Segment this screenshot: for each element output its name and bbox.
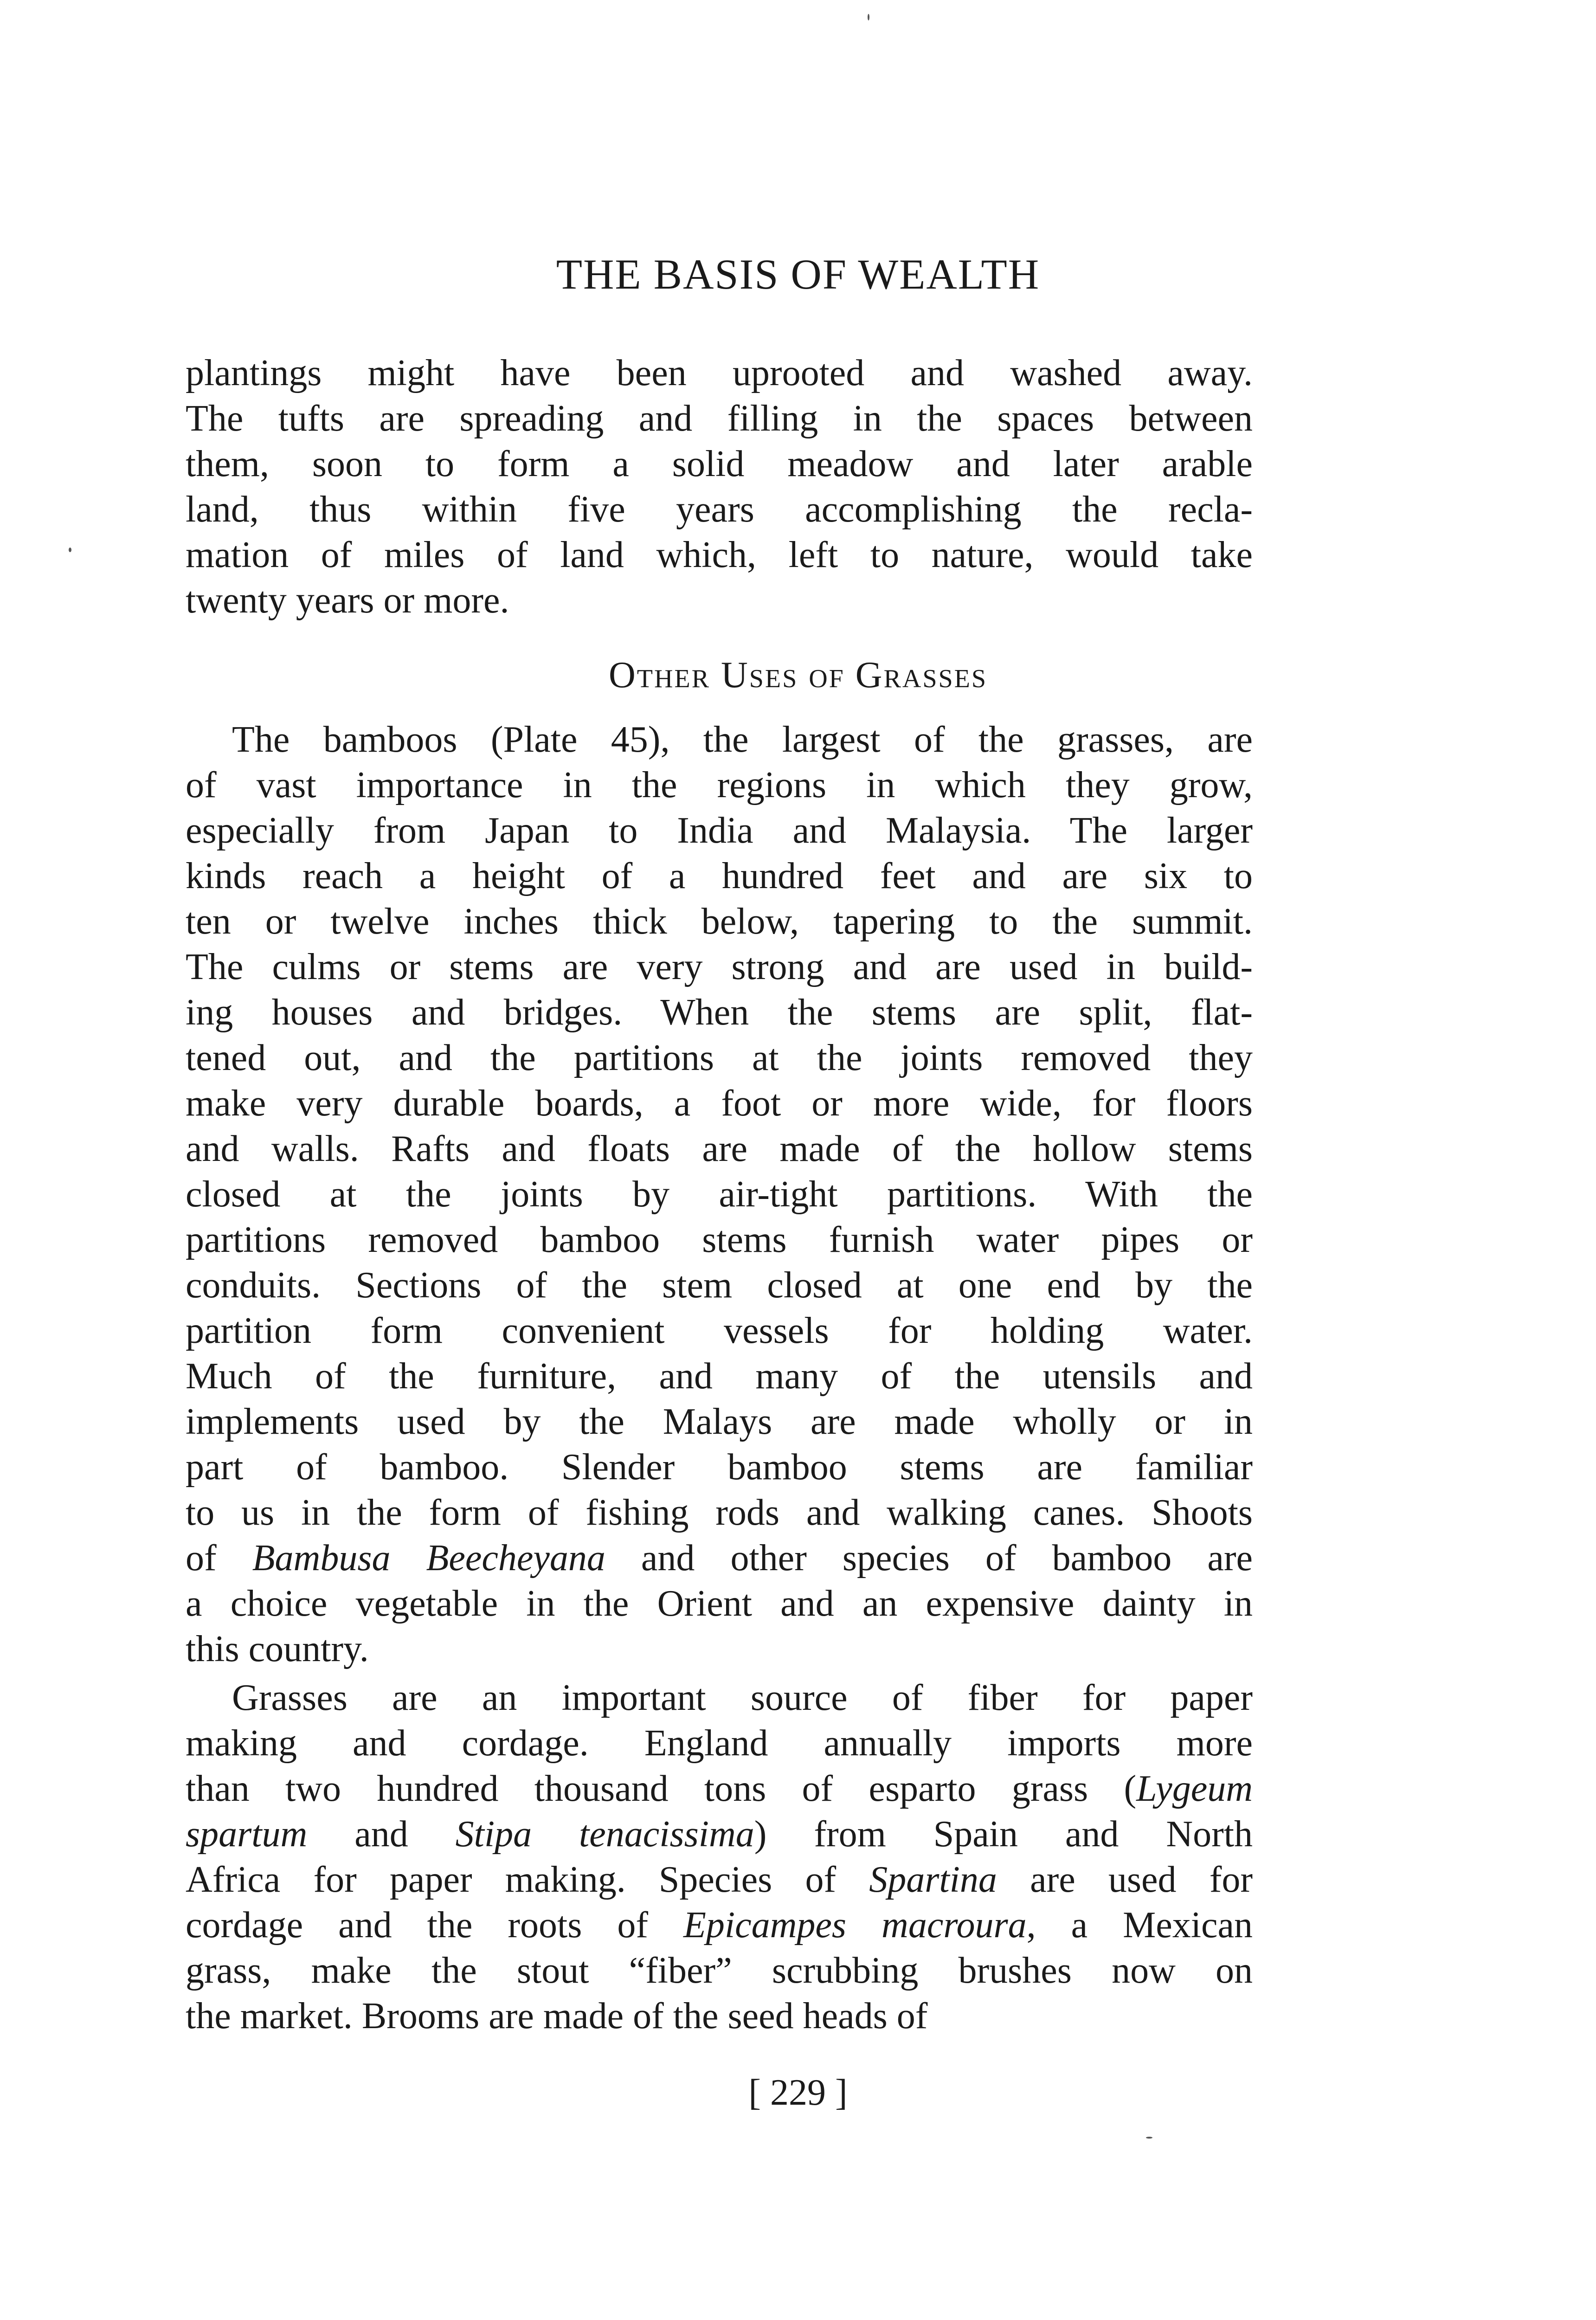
text-line: make very durable boards, a foot or more wide, for floors xyxy=(186,1083,1253,1124)
text-line: partition form convenient vessels for holding water. xyxy=(186,1310,1253,1351)
italic-term: spartum xyxy=(186,1814,308,1855)
text-line xyxy=(186,1902,1253,1948)
text-line: to us in the form of fishing rods and walking canes. Shoots xyxy=(186,1492,1253,1533)
text-run: , a Mexican xyxy=(1026,1905,1253,1946)
text-line xyxy=(186,1857,1253,1902)
italic-term: Stipa tenacissima xyxy=(455,1814,754,1855)
text-line: The bamboos (Plate 45), the largest of the grasses, are xyxy=(232,719,1253,760)
text-line: plantings might have been uprooted and washed away. xyxy=(186,353,1253,393)
text-run: cordage and the roots of xyxy=(186,1905,684,1946)
text-line xyxy=(186,1811,1253,1857)
page-number: [ 229 ] xyxy=(748,2072,848,2113)
italic-term: Bambusa Beecheyana xyxy=(252,1538,605,1579)
text-run: Africa for paper making. Species of xyxy=(186,1859,869,1900)
text-run: and other species of bamboo are xyxy=(605,1538,1253,1579)
running-head: THE BASIS OF WEALTH xyxy=(556,251,1040,298)
text-line: The culms or stems are very strong and are used in build- xyxy=(186,947,1253,987)
text-line: of vast importance in the regions in which they grow, xyxy=(186,765,1253,806)
text-line: the market. Brooms are made of the seed heads of xyxy=(186,1996,928,2036)
text-line: ten or twelve inches thick below, tapering to the summit. xyxy=(186,901,1253,942)
text-line: this country. xyxy=(186,1629,369,1669)
text-run: of xyxy=(186,1538,252,1579)
text-line: twenty years or more. xyxy=(186,580,509,621)
section-heading: Other Uses of Grasses xyxy=(608,655,988,696)
text-run: than two hundred thousand tons of esparto grass ( xyxy=(186,1768,1137,1809)
text-line: making and cordage. England annually imports more xyxy=(186,1723,1253,1764)
scan-speck xyxy=(868,14,869,20)
text-line: The tufts are spreading and filling in the spaces between xyxy=(186,398,1253,439)
italic-term: Spartina xyxy=(869,1859,997,1900)
paragraph-bamboos xyxy=(186,717,1253,1672)
text-line: tened out, and the partitions at the joints removed they xyxy=(186,1038,1253,1078)
italic-term: Epicampes macroura xyxy=(683,1905,1027,1946)
text-run: and xyxy=(307,1814,456,1855)
text-line: land, thus within five years accomplishing the recla- xyxy=(186,489,1253,530)
text-line: mation of miles of land which, left to nature, would take xyxy=(186,535,1253,575)
text-line: a choice vegetable in the Orient and an expensive dainty in xyxy=(186,1583,1253,1624)
text-line: ing houses and bridges. When the stems are split, flat- xyxy=(186,992,1253,1033)
text-line: them, soon to form a solid meadow and later arable xyxy=(186,444,1253,484)
text-line: and walls. Rafts and floats are made of the hollow stems xyxy=(186,1128,1253,1169)
text-line: especially from Japan to India and Malaysia. The larger xyxy=(186,810,1253,851)
text-line: closed at the joints by air-tight partitions. With the xyxy=(186,1174,1253,1215)
text-line: implements used by the Malays are made wholly or in xyxy=(186,1401,1253,1442)
text-line xyxy=(186,1535,1253,1581)
scan-speck xyxy=(69,548,71,552)
scan-speck xyxy=(1146,2137,1152,2139)
text-run: are used for xyxy=(997,1859,1253,1900)
text-line: part of bamboo. Slender bamboo stems are familiar xyxy=(186,1447,1253,1488)
paragraph-fiber xyxy=(186,1675,1253,2039)
text-line: grass, make the stout “fiber” scrubbing brushes now on xyxy=(186,1950,1253,1991)
text-line: partitions removed bamboo stems furnish water pipes or xyxy=(186,1219,1253,1260)
paragraph-reclamation xyxy=(186,350,1253,623)
text-line: Grasses are an important source of fiber for paper xyxy=(232,1677,1253,1718)
text-line: kinds reach a height of a hundred feet and are six to xyxy=(186,856,1253,896)
text-line: Much of the furniture, and many of the utensils and xyxy=(186,1356,1253,1397)
text-run: ) from Spain and North xyxy=(754,1814,1253,1855)
text-line: conduits. Sections of the stem closed at one end by the xyxy=(186,1265,1253,1306)
italic-term: Lygeum xyxy=(1136,1768,1253,1809)
text-line xyxy=(186,1766,1253,1811)
